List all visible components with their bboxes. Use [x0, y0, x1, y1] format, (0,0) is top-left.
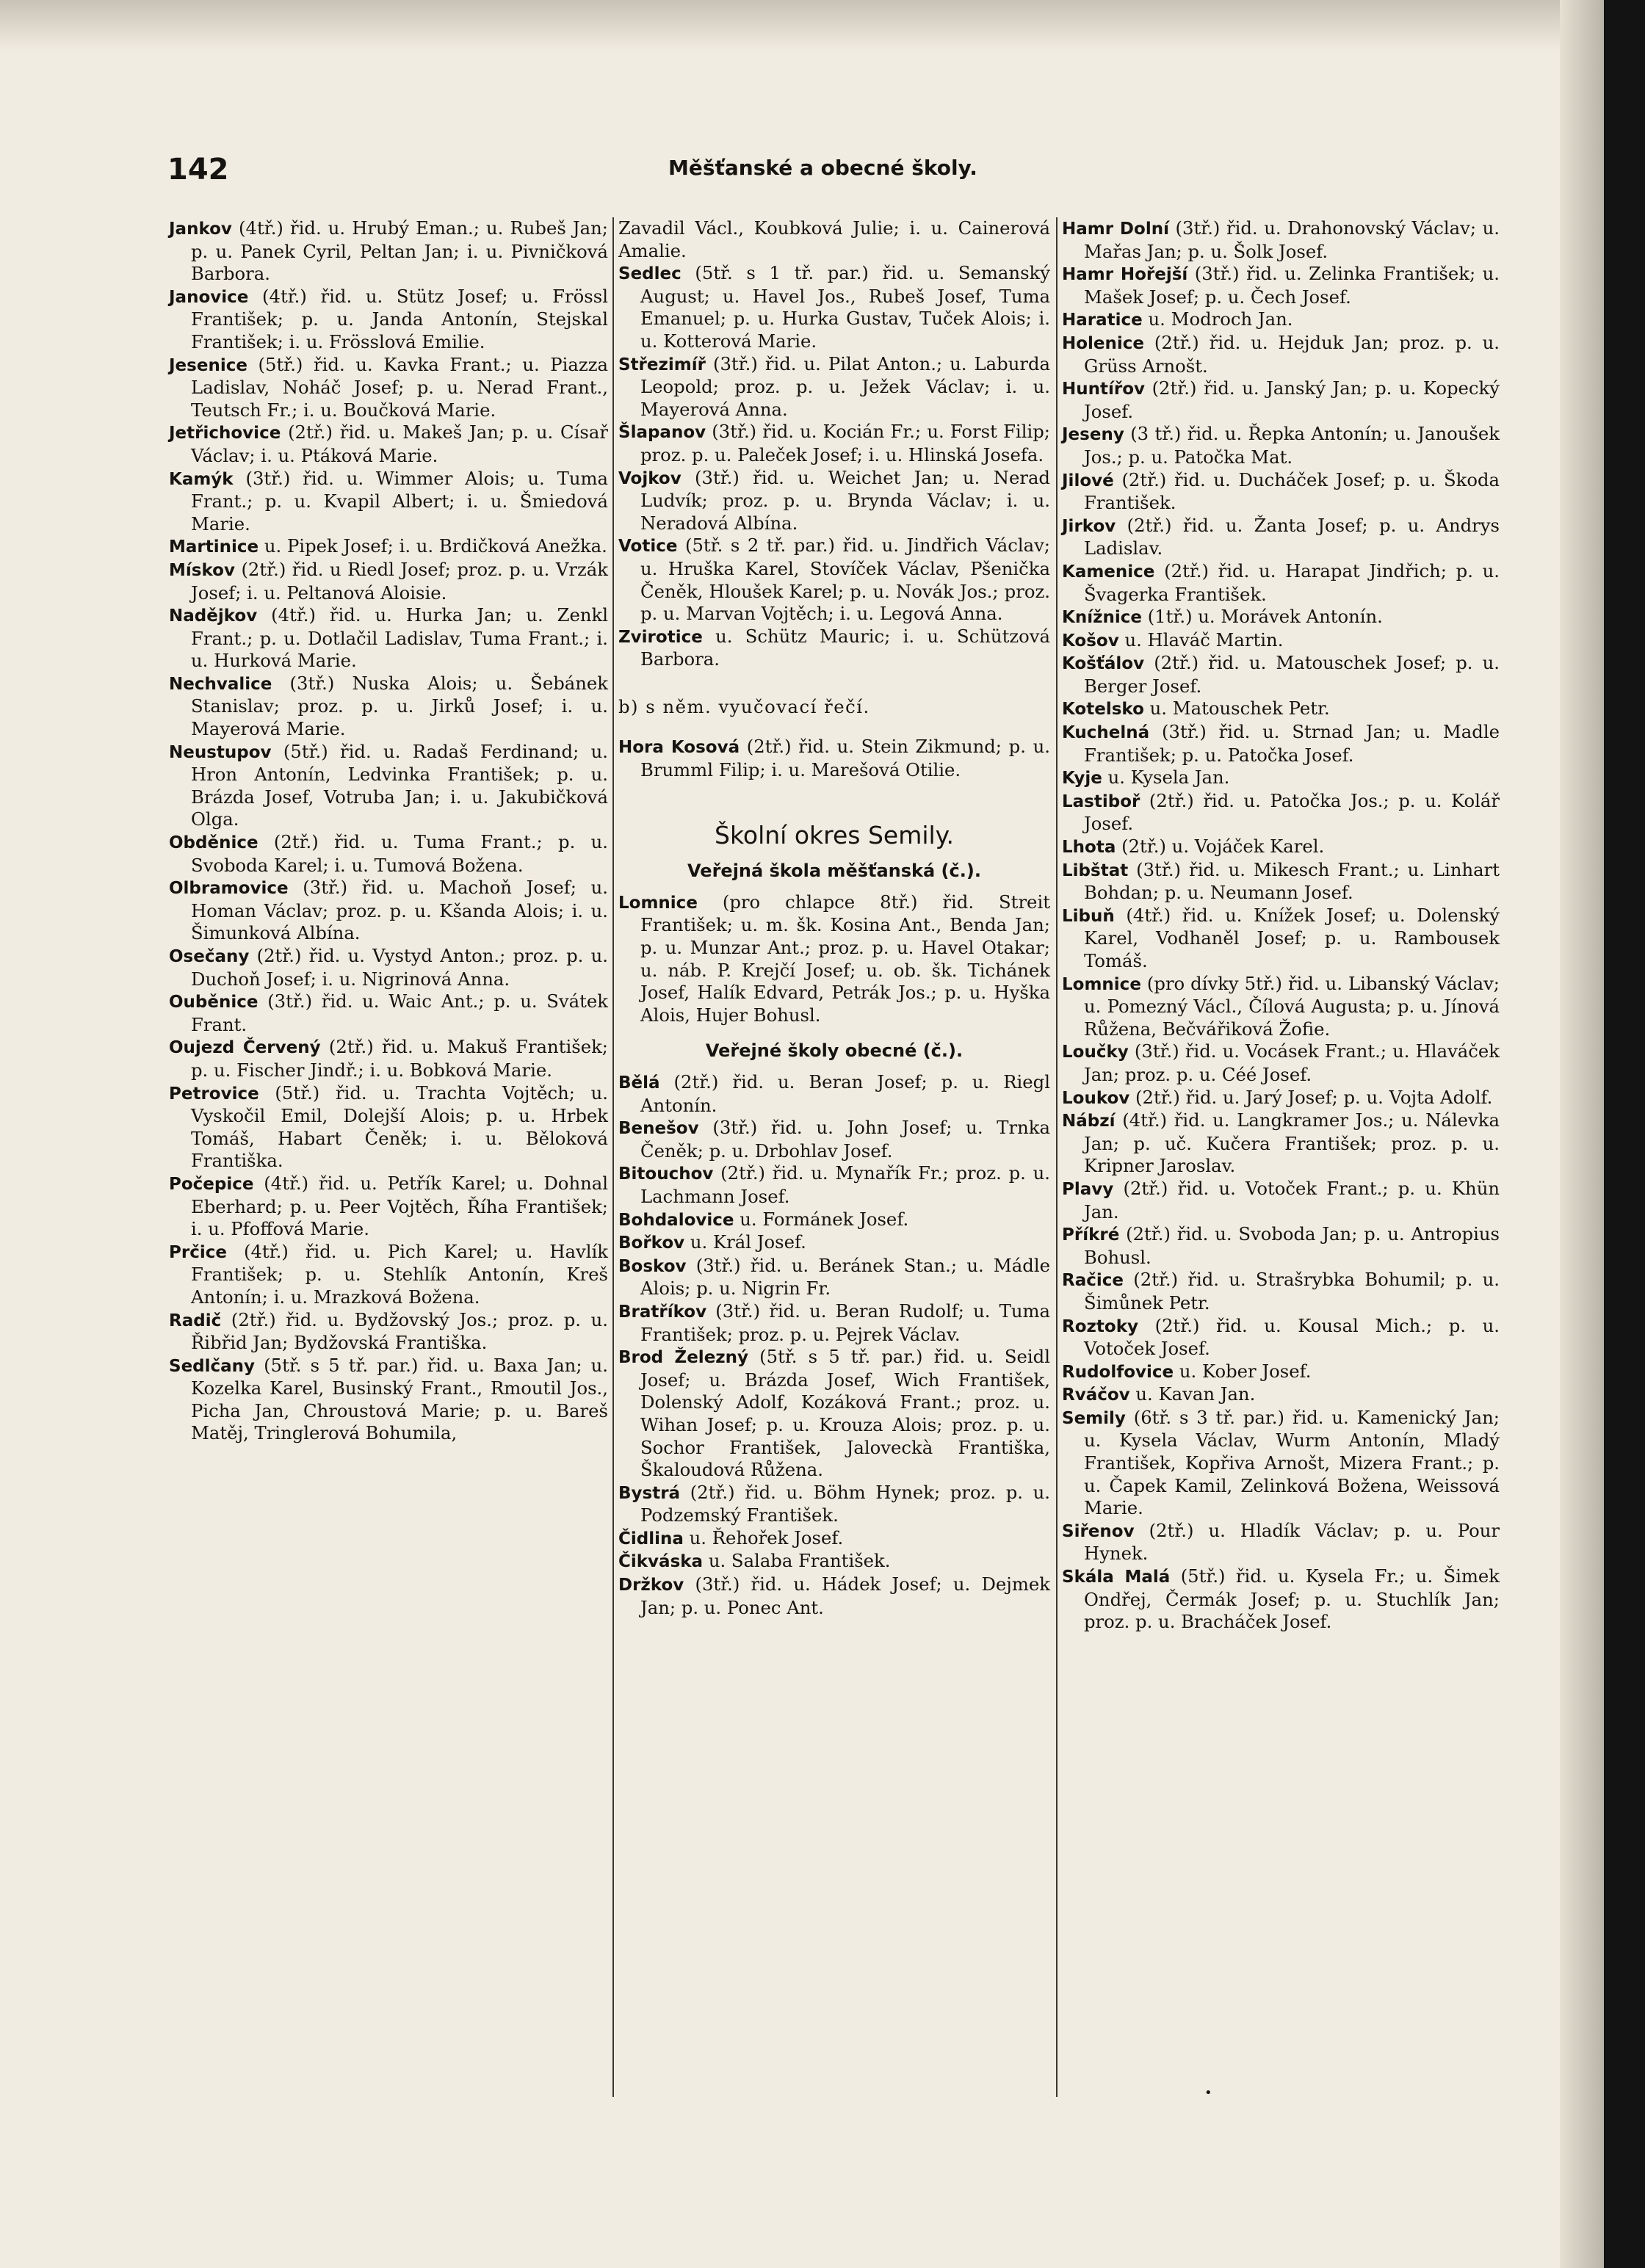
staff-list: (5tř.) řid. u. Trachta Vojtěch; u. Vyskočil Emil, Dolejší Alois; p. u. Hrbek Tomáš, Habart Čeněk; i. u. Běloková Františka. [191, 1082, 608, 1172]
school-entry [1062, 377, 1500, 423]
place-name: Lhota [1062, 838, 1116, 858]
staff-list: (2tř.) řid. u Riedl Josef; proz. p. u. Vrzák Josef; i. u. Peltanová Aloisie. [191, 558, 608, 604]
staff-list: (pro chlapce 8tř.) řid. Streit František; u. m. šk. Kosina Ant., Benda Jan; p. u. Munzar Ant.; proz. p. u. Havel Otakar; u. náb. P. Krejčí Josef; u. ob. šk. Tichánek Josef, Halík Edvard, Petrák Jos.; p. u. Hyška Alois, Hujer Bohusl. [640, 891, 1050, 1026]
school-entry [1062, 1361, 1500, 1384]
place-name: Nábzí [1062, 1112, 1116, 1131]
school-entry [1062, 263, 1500, 308]
staff-list: (5tř.) řid. u. Radaš Ferdinand; u. Hron Antonín, Ledvinka František; p. u. Brázda Josef, Votruba Jan; i. u. Jakubičková Olga. [191, 740, 608, 830]
place-name: Počepice [169, 1174, 254, 1194]
column-divider-right [1056, 217, 1058, 2097]
school-entry [618, 421, 1050, 466]
school-entry [1062, 1315, 1500, 1361]
school-list-german [618, 736, 1050, 781]
staff-list: (2tř.) řid. u. Kousal Mich.; p. u. Votoček Josef. [1084, 1314, 1500, 1360]
place-name: Jeseny [1062, 425, 1124, 445]
staff-list: (5tř. s 5 tř. par.) řid. u. Seidl Josef; u. Brázda Josef, Wich František, Dolenský Adolf, Kozáková Frant.; proz. u. Wihan Josef; p. u. Krouza Alois; proz. p. u. Sochor František, Jaloveckà Františka, Škaloudová Růžena. [640, 1346, 1050, 1481]
place-name: Jankov [169, 220, 232, 239]
staff-list: (2tř.) řid. u. Janský Jan; p. u. Kopecký Josef. [1084, 377, 1500, 422]
staff-list: (2tř.) řid. u. Strašrybka Bohumil; p. u. Šimůnek Petr. [1084, 1269, 1500, 1314]
staff-list: u. Král Josef. [690, 1231, 806, 1253]
staff-list: u. Pipek Josef; i. u. Brdičková Anežka. [264, 535, 607, 557]
staff-list: (5tř.) řid. u. Kysela Fr.; u. Šimek Ondřej, Čermák Josef; p. u. Stuchlík Jan; proz. p. u. Bracháček Josef. [1084, 1565, 1500, 1633]
school-entry [169, 286, 608, 354]
school-list [1062, 217, 1500, 1634]
school-entry [1062, 469, 1500, 515]
place-name: Radič [169, 1311, 222, 1330]
column-3 [1062, 217, 1500, 1634]
school-entry [618, 353, 1050, 421]
school-entry [618, 262, 1050, 352]
place-name: Rváčov [1062, 1385, 1130, 1405]
school-entry [1062, 836, 1500, 859]
staff-list: (3tř.) řid. u. Mikesch Frant.; u. Linhart Bohdan; p. u. Neumann Josef. [1084, 858, 1500, 904]
staff-list: (3tř.) řid. u. Strnad Jan; u. Madle František; p. u. Patočka Josef. [1084, 721, 1500, 766]
place-name: Mískov [169, 560, 235, 580]
staff-list: u. Kober Josef. [1179, 1360, 1312, 1382]
school-entry [618, 1071, 1050, 1117]
place-name: Petrovice [169, 1084, 259, 1104]
place-name: Kamenice [1062, 562, 1155, 582]
place-name: Libštat [1062, 861, 1129, 880]
place-name: Martinice [169, 537, 259, 557]
place-name: Boskov [618, 1256, 687, 1276]
school-entry [618, 1209, 1050, 1232]
school-list-public [618, 1071, 1050, 1619]
school-entry [1062, 423, 1500, 468]
school-entry [618, 1527, 1050, 1551]
place-name: Lomnice [1062, 974, 1141, 994]
place-name: Jilové [1062, 471, 1114, 490]
staff-list: (2tř.) řid. u. Hejduk Jan; proz. p. u. Grüss Arnošt. [1084, 331, 1500, 377]
page-top-shadow [0, 0, 1645, 51]
place-name: Siřenov [1062, 1521, 1135, 1541]
staff-list: (2tř.) řid. u. Beran Josef; p. u. Riegl Antonín. [640, 1071, 1050, 1116]
staff-list: (3tř.) řid. u. Pilat Anton.; u. Laburda Leopold; proz. p. u. Ježek Václav; i. u. Mayerová Anna. [640, 352, 1050, 420]
staff-list: (2tř.) řid. u. Votoček Frant.; p. u. Khün Jan. [1084, 1177, 1500, 1222]
staff-list: (5tř. s 1 tř. par.) řid. u. Semanský August; u. Havel Jos., Rubeš Josef, Tuma Emanuel; p. u. Hurka Gustav, Tuček Alois; i. u. Kotterová Marie. [640, 262, 1050, 352]
staff-list: (2tř.) řid. u. Ducháček Josef; p. u. Škoda František. [1084, 468, 1500, 514]
school-entry [618, 1162, 1050, 1208]
school-entry [169, 673, 608, 741]
place-name: Bystrá [618, 1483, 681, 1503]
place-name: Olbramovice [169, 879, 289, 899]
school-entry [1062, 1520, 1500, 1565]
school-entry [1062, 1178, 1500, 1223]
place-name: Račice [1062, 1271, 1124, 1291]
school-entry [169, 831, 608, 877]
place-name: Knížnice [1062, 608, 1142, 628]
staff-list: (2tř.) řid. u. Žanta Josef; p. u. Andrys Ladislav. [1084, 514, 1500, 559]
school-entry [1062, 560, 1500, 606]
page-number: 142 [167, 153, 229, 186]
staff-list: (2tř.) řid. u. Jarý Josef; p. u. Vojta Adolf. [1135, 1086, 1493, 1108]
section-civic-school: Veřejná škola měšťanská (č.). [687, 861, 981, 882]
place-name: Košov [1062, 631, 1119, 651]
place-name: Kamýk [169, 469, 234, 489]
place-name: Janovice [169, 287, 249, 307]
school-entry [169, 1173, 608, 1241]
staff-list: u. Řehořek Josef. [689, 1526, 844, 1548]
place-name: Držkov [618, 1576, 684, 1595]
school-entry [618, 535, 1050, 625]
school-entry [169, 217, 608, 286]
place-name: Jirkov [1062, 516, 1116, 536]
staff-list: (2tř.) řid. u. Svoboda Jan; p. u. Antropius Bohusl. [1084, 1223, 1500, 1268]
staff-list: (4tř.) řid. u. Langkramer Jos.; u. Nálevka Jan; p. uč. Kučera František; proz. p. u. Kripner Jaroslav. [1084, 1109, 1500, 1177]
staff-list: (2tř.) řid. u. Matouschek Josef; p. u. Berger Josef. [1084, 652, 1500, 697]
staff-list: (2tř.) řid. u. Harapat Jindřich; p. u. Švagerka František. [1084, 559, 1500, 605]
school-entry [169, 604, 608, 673]
place-name: Sedlec [618, 264, 682, 284]
school-entry [618, 467, 1050, 535]
staff-list: u. Salaba František. [708, 1550, 891, 1572]
place-name: Bratříkov [618, 1302, 707, 1322]
school-entry [618, 1117, 1050, 1162]
school-entry [1062, 652, 1500, 698]
school-entry [1062, 629, 1500, 653]
place-name: Haratice [1062, 311, 1143, 330]
staff-list: u. Kavan Jan. [1135, 1383, 1256, 1405]
school-entry [618, 1550, 1050, 1573]
school-entry [169, 421, 608, 467]
school-entry [1062, 217, 1500, 263]
place-name: Příkré [1062, 1225, 1120, 1245]
school-entry [169, 535, 608, 559]
school-entry [1062, 332, 1500, 377]
staff-list: (5tř. s 5 tř. par.) řid. u. Baxa Jan; u. Kozelka Karel, Businský Frant., Rmoutil Jos., Picha Jan, Chroustová Marie; p. u. Bareš Matěj, Tringlerová Bohumila, [191, 1354, 608, 1444]
school-entry [1062, 721, 1500, 767]
school-entry [1062, 973, 1500, 1041]
place-name: Libuň [1062, 906, 1115, 926]
place-name: Loukov [1062, 1088, 1130, 1108]
place-name: Bořkov [618, 1233, 685, 1253]
staff-list: u. Formánek Josef. [740, 1208, 909, 1230]
place-name: Hamr Hořejší [1062, 265, 1188, 285]
page-gutter-shadow [1560, 0, 1604, 2268]
place-name: Oujezd Červený [169, 1038, 321, 1058]
place-name: Ouběnice [169, 993, 258, 1012]
place-name: Kyje [1062, 769, 1102, 789]
place-name: Rudolfovice [1062, 1362, 1174, 1382]
school-entry [169, 559, 608, 604]
school-entry [618, 1573, 1050, 1619]
staff-list: u. Schütz Mauric; i. u. Schützová Barbora. [640, 625, 1050, 670]
place-name: Sedlčany [169, 1356, 256, 1376]
place-name: Obděnice [169, 833, 258, 853]
staff-list: u. Hlaváč Martin. [1124, 628, 1284, 651]
place-name: Osečany [169, 947, 250, 966]
place-name: Nechvalice [169, 674, 272, 694]
school-entry [169, 1241, 608, 1309]
section-public-schools: Veřejné školy obecné (č.). [705, 1040, 964, 1062]
school-entry [1062, 1040, 1500, 1086]
school-entry [169, 741, 608, 831]
staff-list: (4tř.) řid. u. Hurka Jan; u. Zenkl Frant.; p. u. Dotlačil Ladislav, Tuma Frant.; i. u. Hurková Marie. [191, 604, 608, 672]
staff-list: u. Modroch Jan. [1148, 308, 1293, 330]
staff-list: (3tř.) řid. u. Weichet Jan; u. Nerad Ludvík; proz. p. u. Brynda Václav; i. u. Neradová Albína. [640, 466, 1050, 534]
staff-list: (3tř.) řid. u. Vocásek Frant.; u. Hlaváček Jan; proz. p. u. Céé Josef. [1084, 1040, 1500, 1085]
school-entry [169, 877, 608, 945]
place-name: Kotelsko [1062, 700, 1144, 720]
place-name: Votice [618, 537, 678, 557]
place-name: Loučky [1062, 1043, 1129, 1062]
school-entry [1062, 1223, 1500, 1269]
school-entry [1062, 308, 1500, 332]
subheading-german-language: b) s něm. vyučovací řečí. [618, 695, 870, 717]
place-name: Semily [1062, 1408, 1126, 1428]
place-name: Huntířov [1062, 380, 1146, 399]
staff-list: (2tř.) řid. u. Patočka Jos.; p. u. Kolář Josef. [1084, 789, 1500, 835]
school-entry [169, 1036, 608, 1082]
column-1 [169, 217, 608, 1445]
place-name: Střezimíř [618, 355, 706, 374]
school-entry [169, 468, 608, 536]
place-name: Prčice [169, 1242, 227, 1262]
school-entry [1062, 515, 1500, 560]
place-name: Jesenice [169, 355, 247, 375]
place-name: Bohdalovice [618, 1210, 734, 1230]
place-name: Holenice [1062, 333, 1145, 353]
staff-list: (4tř.) řid. u. Petřík Karel; u. Dohnal Eberhard; p. u. Peer Vojtěch, Říha František; i. u. Pfoffová Marie. [191, 1172, 608, 1240]
staff-list: (4tř.) řid. u. Stütz Josef; u. Frössl František; p. u. Janda Antonín, Stejskal František; i. u. Frösslová Emilie. [191, 285, 608, 352]
school-entry [1062, 1407, 1500, 1520]
school-list [618, 262, 1050, 671]
school-list [169, 217, 608, 1445]
school-entry [1062, 698, 1500, 721]
place-name: Vojkov [618, 468, 682, 488]
column-2 [618, 217, 1050, 1619]
staff-list: (6tř. s 3 tř. par.) řid. u. Kamenický Jan; u. Kysela Václav, Wurm Antonín, Mladý František, Kopřiva Arnošt, Mizera Frant.; p. u. Čapek Kamil, Zelinková Božena, Weissová Marie. [1084, 1406, 1500, 1519]
school-entry [618, 736, 1050, 781]
school-entry [618, 1300, 1050, 1346]
staff-list: (4tř.) řid. u. Hrubý Eman.; u. Rubeš Jan; p. u. Panek Cyril, Peltan Jan; i. u. Pivničková Barbora. [191, 217, 608, 285]
place-name: Čidlina [618, 1529, 684, 1548]
school-entry [169, 354, 608, 422]
staff-list: (3tř.) řid. u. Wimmer Alois; u. Tuma Frant.; p. u. Kvapil Albert; i. u. Šmiedová Marie. [191, 467, 608, 535]
place-name: Roztoky [1062, 1316, 1138, 1336]
column-divider-left [612, 217, 614, 2097]
place-name: Hamr Dolní [1062, 220, 1169, 239]
school-entry [1062, 790, 1500, 836]
place-name: Lastiboř [1062, 791, 1140, 811]
place-name: Hora Kosová [618, 738, 740, 758]
place-name: Jetřichovice [169, 424, 281, 443]
staff-list: (2tř.) řid. u. Makuš František; p. u. Fischer Jindř.; i. u. Bobková Marie. [191, 1036, 608, 1081]
staff-list: (3tř.) řid. u. John Josef; u. Trnka Čeněk; p. u. Drbohlav Josef. [640, 1117, 1050, 1162]
staff-list: (3tř.) řid. u. Beránek Stan.; u. Mádle Alois; p. u. Nigrin Fr. [640, 1254, 1050, 1300]
stray-mark: • [1204, 2085, 1212, 2101]
place-name: Bitouchov [618, 1164, 714, 1184]
staff-list: (2tř.) řid. u. Tuma Frant.; p. u. Svoboda Karel; i. u. Tumová Božena. [191, 831, 608, 876]
school-entry [1062, 767, 1500, 790]
staff-list: u. Matouschek Petr. [1149, 698, 1330, 720]
school-entry [618, 1255, 1050, 1300]
staff-list: (2tř.) řid. u. Makeš Jan; p. u. Císař Václav; i. u. Ptáková Marie. [191, 421, 608, 466]
place-name: Čikváska [618, 1552, 704, 1572]
place-name: Zvirotice [618, 627, 703, 647]
staff-list: (3tř.) řid. u. Machoň Josef; u. Homan Václav; proz. p. u. Kšanda Alois; i. u. Šimunková Albína. [191, 877, 608, 944]
school-entry [1062, 905, 1500, 973]
place-name: Nadějkov [169, 606, 258, 626]
place-name: Lomnice [618, 893, 698, 913]
staff-list: (3tř.) řid. u. Beran Rudolf; u. Tuma František; proz. p. u. Pejrek Václav. [640, 1300, 1051, 1345]
school-entry [618, 891, 1050, 1027]
staff-list: u. Kysela Jan. [1107, 767, 1230, 789]
staff-list: (3tř.) řid. u. Zelinka František; u. Mašek Josef; p. u. Čech Josef. [1084, 263, 1500, 308]
school-entry [1062, 1087, 1500, 1110]
place-name: Benešov [618, 1119, 699, 1139]
school-entry [1062, 1565, 1500, 1634]
staff-list: (5tř.) řid. u. Kavka Frant.; u. Piazza Ladislav, Noháč Josef; p. u. Nerad Frant., Teutsch Fr.; i. u. Boučková Marie. [191, 353, 608, 421]
staff-list: (5tř. s 2 tř. par.) řid. u. Jindřich Václav; u. Hruška Karel, Stovíček Václav, Pšenička Čeněk, Hloušek Karel; p. u. Novák Jos.; proz. p. u. Marvan Vojtěch; i. u. Legová Anna. [640, 535, 1050, 625]
staff-list: (3tř.) Nuska Alois; u. Šebánek Stanislav; proz. p. u. Jirků Josef; i. u. Mayerová Marie. [191, 672, 608, 740]
staff-list: (3tř.) řid. u. Waic Ant.; p. u. Svátek Frant. [191, 990, 608, 1035]
school-entry [618, 1482, 1050, 1527]
scan-black-border [1604, 0, 1645, 2268]
staff-list: (4tř.) řid. u. Knížek Josef; u. Dolenský Karel, Vodhaněl Josef; p. u. Rambousek Tomáš. [1084, 904, 1500, 971]
continuation-text: Zavadil Václ., Koubková Julie; i. u. Cainerová Amalie. [618, 217, 1050, 261]
place-name: Neustupov [169, 742, 272, 762]
school-entry [1062, 859, 1500, 905]
school-entry [169, 1355, 608, 1445]
staff-list: (2tř.) řid. u. Böhm Hynek; proz. p. u. Podzemský František. [640, 1481, 1050, 1526]
school-list-civic [618, 891, 1050, 1027]
staff-list: (3tř.) řid. u. Hádek Josef; u. Dejmek Jan; p. u. Ponec Ant. [640, 1573, 1050, 1618]
place-name: Brod Železný [618, 1348, 749, 1368]
staff-list: (3tř.) řid. u. Drahonovský Václav; u. Mařas Jan; p. u. Šolk Josef. [1084, 217, 1500, 262]
place-name: Bělá [618, 1073, 660, 1093]
staff-list: (2tř.) u. Vojáček Karel. [1121, 836, 1325, 858]
staff-list: (4tř.) řid. u. Pich Karel; u. Havlík František; p. u. Stehlík Antonín, Kreš Antonín; i. u. Mrazková Božena. [191, 1240, 608, 1308]
place-name: Kuchelná [1062, 723, 1150, 743]
staff-list: (3 tř.) řid. u. Řepka Antonín; u. Janoušek Jos.; p. u. Patočka Mat. [1084, 423, 1500, 468]
place-name: Šlapanov [618, 423, 706, 443]
staff-list: (1tř.) u. Morávek Antonín. [1147, 606, 1383, 628]
school-entry [618, 1346, 1050, 1482]
school-entry [169, 990, 608, 1036]
staff-list: (2tř.) řid. u. Stein Zikmund; p. u. Brumml Filip; i. u. Marešová Otilie. [640, 736, 1050, 781]
staff-list: (3tř.) řid. u. Kocián Fr.; u. Forst Filip; proz. p. u. Paleček Josef; i. u. Hlinská Josefa. [640, 421, 1050, 465]
school-entry [1062, 1109, 1500, 1178]
school-entry [1062, 606, 1500, 629]
school-entry [169, 945, 608, 990]
school-entry [618, 626, 1050, 671]
staff-list: (2tř.) řid. u. Bydžovský Jos.; proz. p. u. Řibřid Jan; Bydžovská Františka. [191, 1308, 608, 1354]
school-entry [1062, 1269, 1500, 1314]
staff-list: (2tř.) řid. u. Mynařík Fr.; proz. p. u. Lachmann Josef. [640, 1162, 1050, 1207]
place-name: Plavy [1062, 1179, 1114, 1199]
school-entry [1062, 1383, 1500, 1407]
staff-list: (2tř.) u. Hladík Václav; p. u. Pour Hynek. [1084, 1519, 1500, 1565]
school-entry [169, 1082, 608, 1173]
district-title: Školní okres Semily. [715, 820, 954, 849]
school-entry [169, 1309, 608, 1355]
school-entry [618, 1231, 1050, 1255]
staff-list: (pro dívky 5tř.) řid. u. Libanský Václav; u. Pomezný Václ., Čílová Augusta; p. u. Jínová Růžena, Bečvářiková Žofie. [1084, 972, 1500, 1040]
staff-list: (2tř.) řid. u. Vystyd Anton.; proz. p. u. Duchoň Josef; i. u. Nigrinová Anna. [191, 945, 608, 990]
place-name: Košťálov [1062, 654, 1145, 674]
running-title: Měšťanské a obecné školy. [668, 156, 977, 180]
place-name: Skála Malá [1062, 1568, 1171, 1587]
